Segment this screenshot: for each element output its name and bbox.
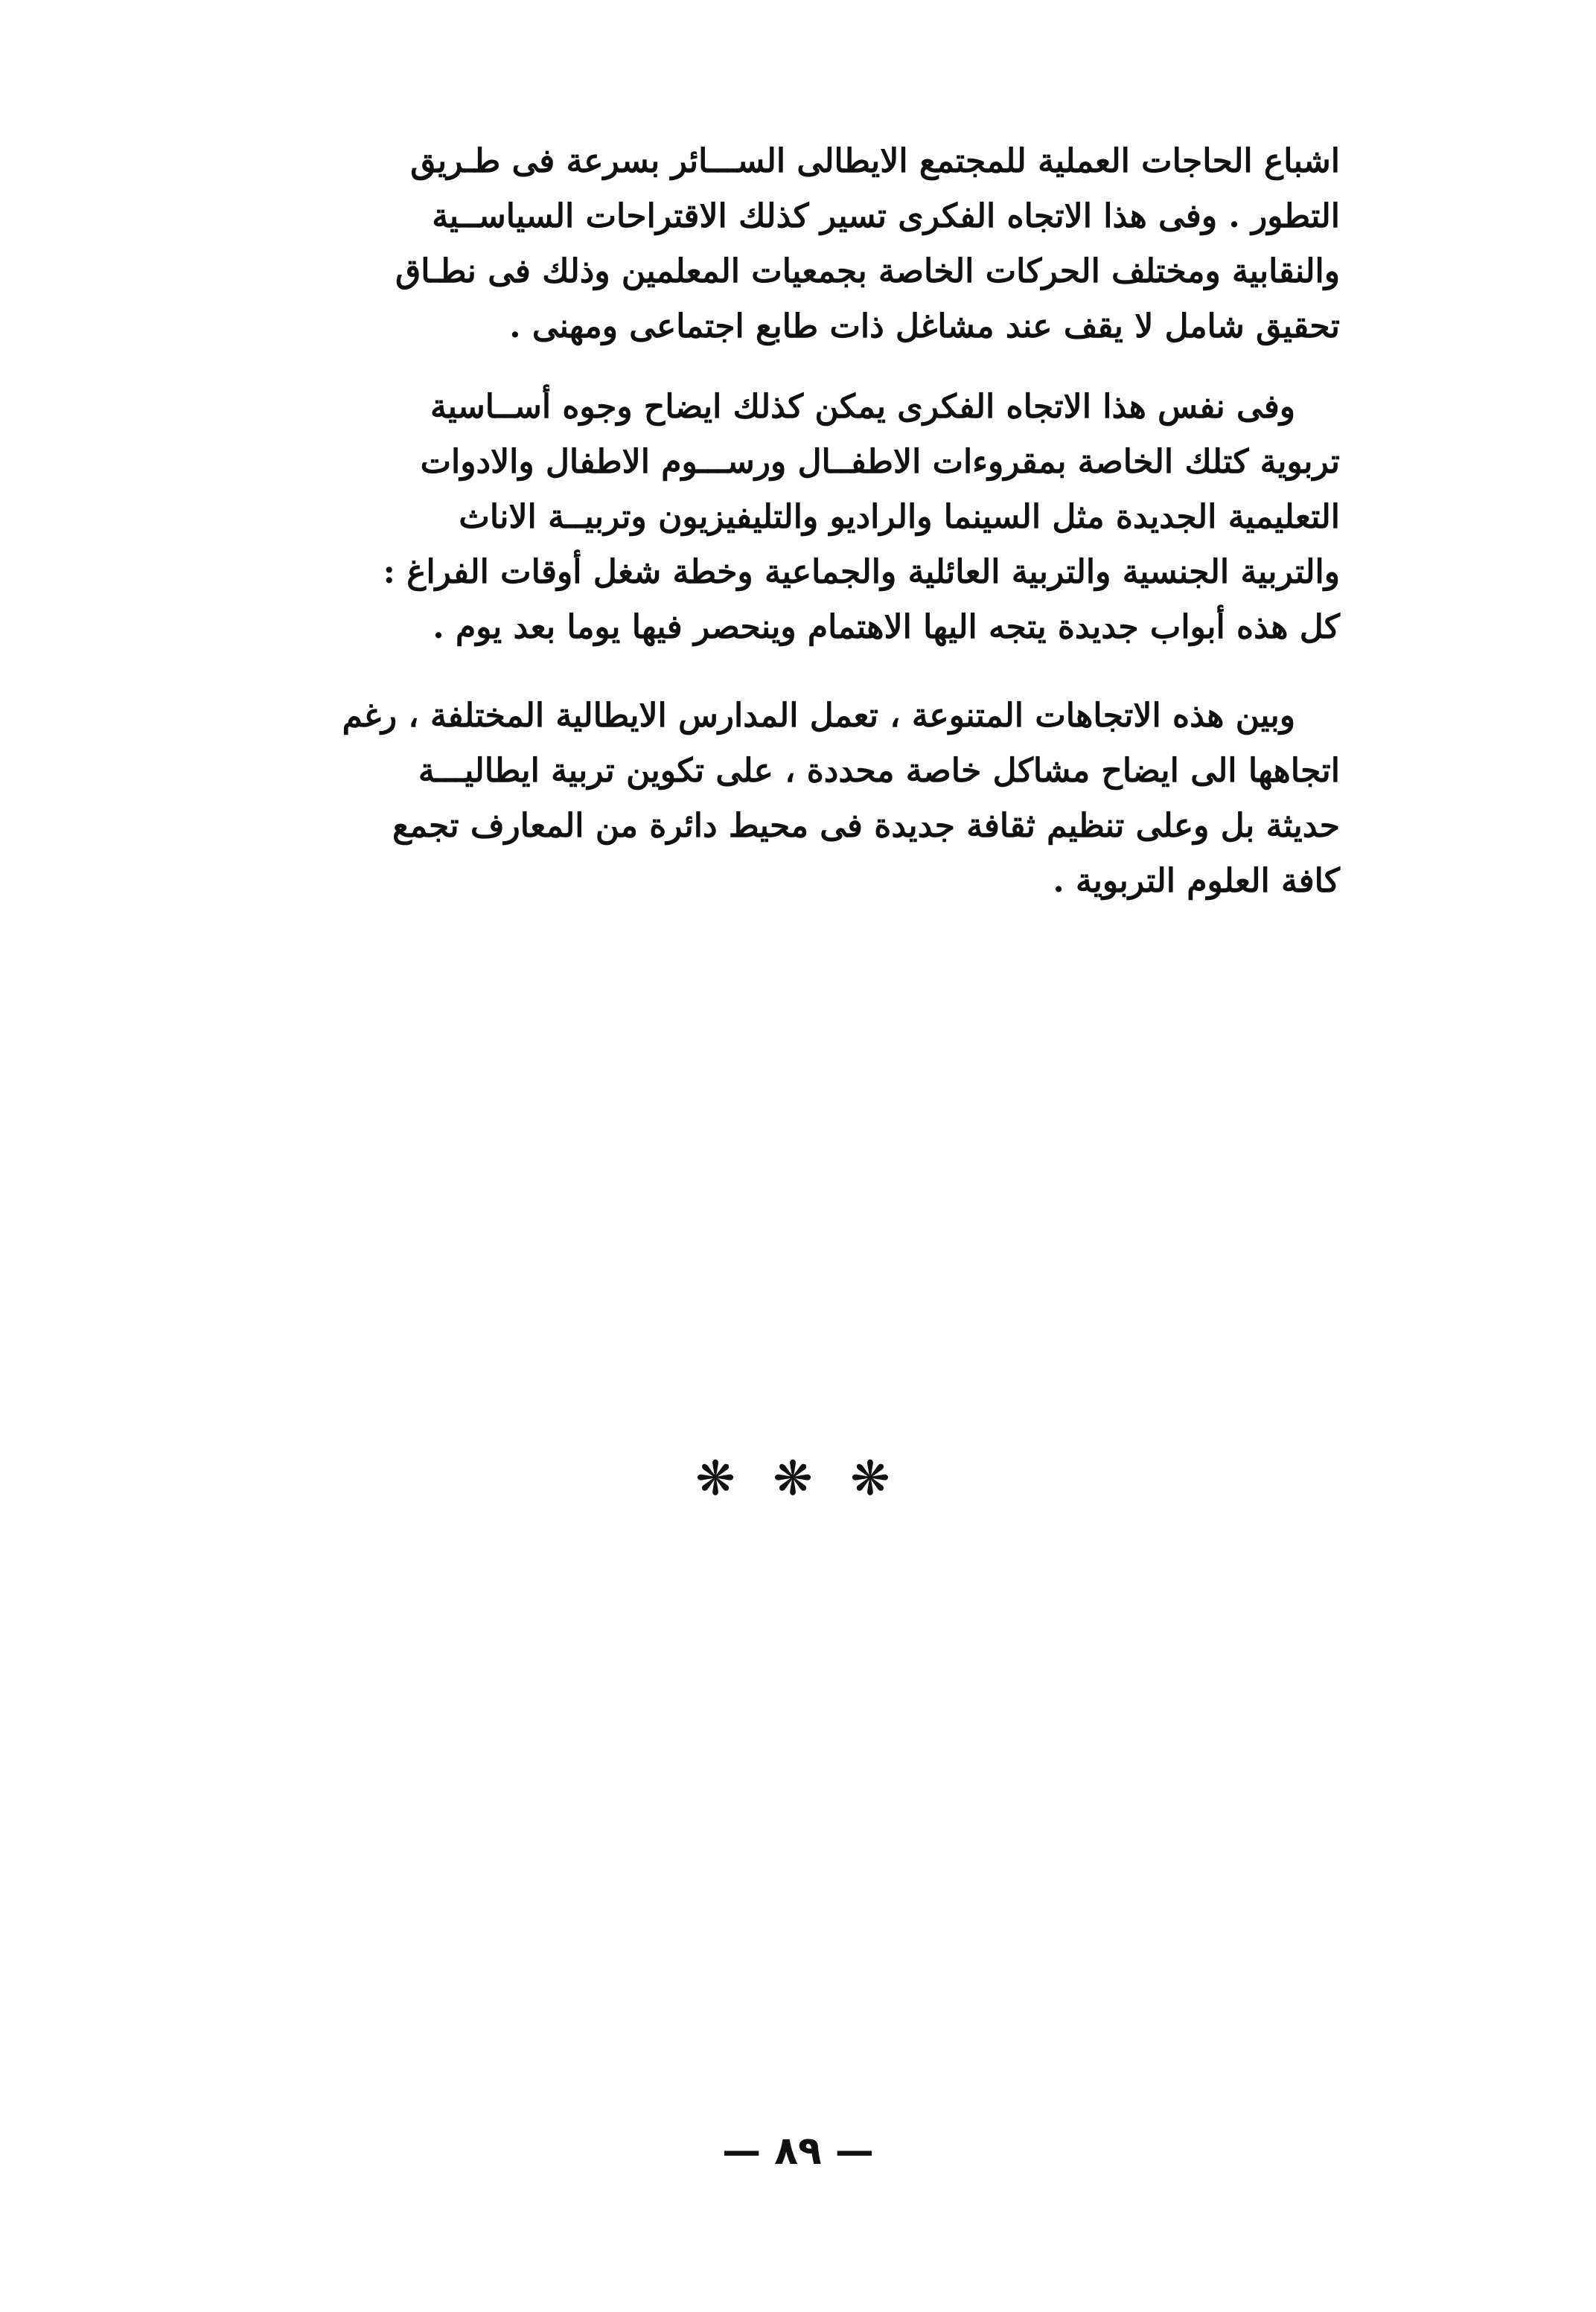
- paragraph-3-line-3: حديثة بل وعلى تنظيم ثقافة جديدة فى محيط دائرة من المعارف تجمع: [392, 807, 1340, 845]
- paragraph-3-line-4: كافة العلوم التربوية .: [1053, 862, 1340, 900]
- paragraph-1-line-3: والنقابية ومختلف الحركات الخاصة بجمعيات المعلمين وذلك فى نطـاق: [395, 252, 1340, 290]
- paragraph-3-line-1: وبين هذه الاتجاهات المتنوعة ، تعمل المدارس الايطالية المختلفة ، رغم: [342, 697, 1295, 735]
- paragraph-2: [268, 380, 1340, 655]
- paragraph-3: [268, 689, 1340, 909]
- paragraph-2-line-3: التعليمية الجديدة مثل السينما والراديو والتليفيزيون وتربيــة الاناث: [459, 498, 1340, 536]
- paragraph-1-line-2: التطور . وفى هذا الاتجاه الفكرى تسير كذلك الاقتراحات السياســية: [432, 197, 1340, 235]
- paragraph-1-line-1: اشباع الحاجات العملية للمجتمع الايطالى الســـائر بسرعة فى طـريق: [410, 142, 1340, 180]
- paragraph-2-line-1: وفى نفس هذا الاتجاه الفكرى يمكن كذلك ايضاح وجوه أســاسية: [430, 388, 1295, 426]
- paragraph-3-line-2: اتجاهها الى ايضاح مشاكل خاصة محددة ، على تكوين تربية ايطاليـــة: [418, 752, 1340, 790]
- section-separator: ❋ ❋ ❋: [695, 1452, 901, 1507]
- paragraph-1: [268, 134, 1340, 354]
- page-number: — ٨٩ —: [722, 2129, 874, 2174]
- paragraph-2-line-5: كل هذه أبواب جديدة يتجه اليها الاهتمام وينحصر فيها يوما بعد يوم .: [432, 608, 1340, 646]
- paragraph-2-line-2: تربوية كتلك الخاصة بمقروءات الاطفــال ورســـوم الاطفال والادوات: [420, 443, 1340, 481]
- paragraph-1-line-4: تحقيق شامل لا يقف عند مشاغل ذات طابع اجتماعى ومهنى .: [509, 307, 1340, 345]
- paragraph-2-line-4: والتربية الجنسية والتربية العائلية والجماعية وخطة شغل أوقات الفراغ :: [383, 553, 1340, 591]
